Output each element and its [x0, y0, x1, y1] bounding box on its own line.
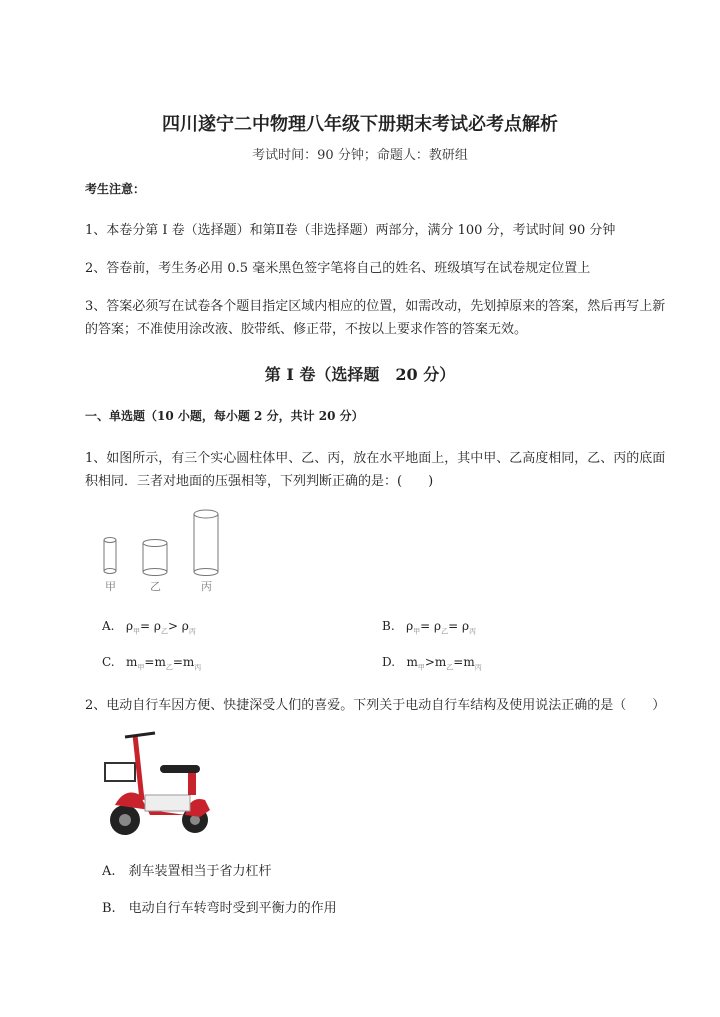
q1-option-d[interactable]: D. $m_甲>m_乙=m_丙$ — [382, 655, 482, 672]
option-letter: C. — [102, 655, 115, 669]
q2-stem: 2、电动自行车因方便、快捷深受人们的喜爱。下列关于电动自行车结构及使用说法正确的是（ ） — [85, 698, 666, 713]
section-title: 第 I 卷（选择题 20 分） — [264, 365, 456, 384]
label-yi: 乙 — [150, 580, 161, 593]
q1-option-c[interactable]: C. $m_甲=m_乙=m_丙$ — [102, 655, 202, 672]
q2-option-a[interactable]: A. 刹车装置相当于省力杠杆 — [102, 864, 272, 879]
label-jia: 甲 — [105, 580, 116, 593]
cylinders-figure — [95, 505, 235, 595]
notice-3-cont: 的答案；不准使用涂改液、胶带纸、修正带，不按以上要求作答的答案无效。 — [85, 322, 528, 337]
q1-option-b[interactable]: B. $\rho_甲= \rho_乙= \rho_丙$ — [382, 619, 477, 636]
option-letter: B. — [382, 619, 395, 633]
exam-subtitle: 考试时间：90 分钟；命题人：教研组 — [252, 148, 468, 163]
cylinder-bing — [194, 510, 218, 576]
notice-label: 考生注意： — [85, 182, 146, 196]
q1-option-a[interactable]: A. $\rho_甲= \rho_乙> \rho_丙$ — [102, 619, 196, 636]
label-bing: 丙 — [201, 580, 212, 593]
cylinder-jia — [104, 538, 116, 574]
q2-option-b[interactable]: B. 电动自行车转弯时受到平衡力的作用 — [102, 901, 337, 916]
notice-1: 1、本卷分第 I 卷（选择题）和第Ⅱ卷（非选择题）两部分，满分 100 分，考试时间 90 分钟 — [85, 223, 616, 238]
q1-stem: 1、如图所示，有三个实心圆柱体甲、乙、丙，放在水平地面上，其中甲、乙高度相同，乙、丙的底面 — [85, 451, 666, 466]
page-title: 四川遂宁二中物理八年级下册期末考试必考点解析 — [162, 114, 558, 135]
notice-2: 2、答卷前，考生务必用 0.5 毫米黑色签字笔将自己的姓名、班级填写在试卷规定位置上 — [85, 261, 591, 276]
cylinder-yi — [143, 540, 167, 576]
part-title: 一、单选题（10 小题，每小题 2 分，共计 20 分） — [85, 409, 364, 423]
option-letter: A. — [102, 619, 115, 633]
electric-scooter-image — [100, 725, 215, 840]
q1-stem-cont: 积相同．三者对地面的压强相等，下列判断正确的是：( ) — [85, 474, 434, 489]
notice-3: 3、答案必须写在试卷各个题目指定区域内相应的位置，如需改动，先划掉原来的答案，然后再写上新 — [85, 299, 666, 314]
option-letter: D. — [382, 655, 396, 669]
